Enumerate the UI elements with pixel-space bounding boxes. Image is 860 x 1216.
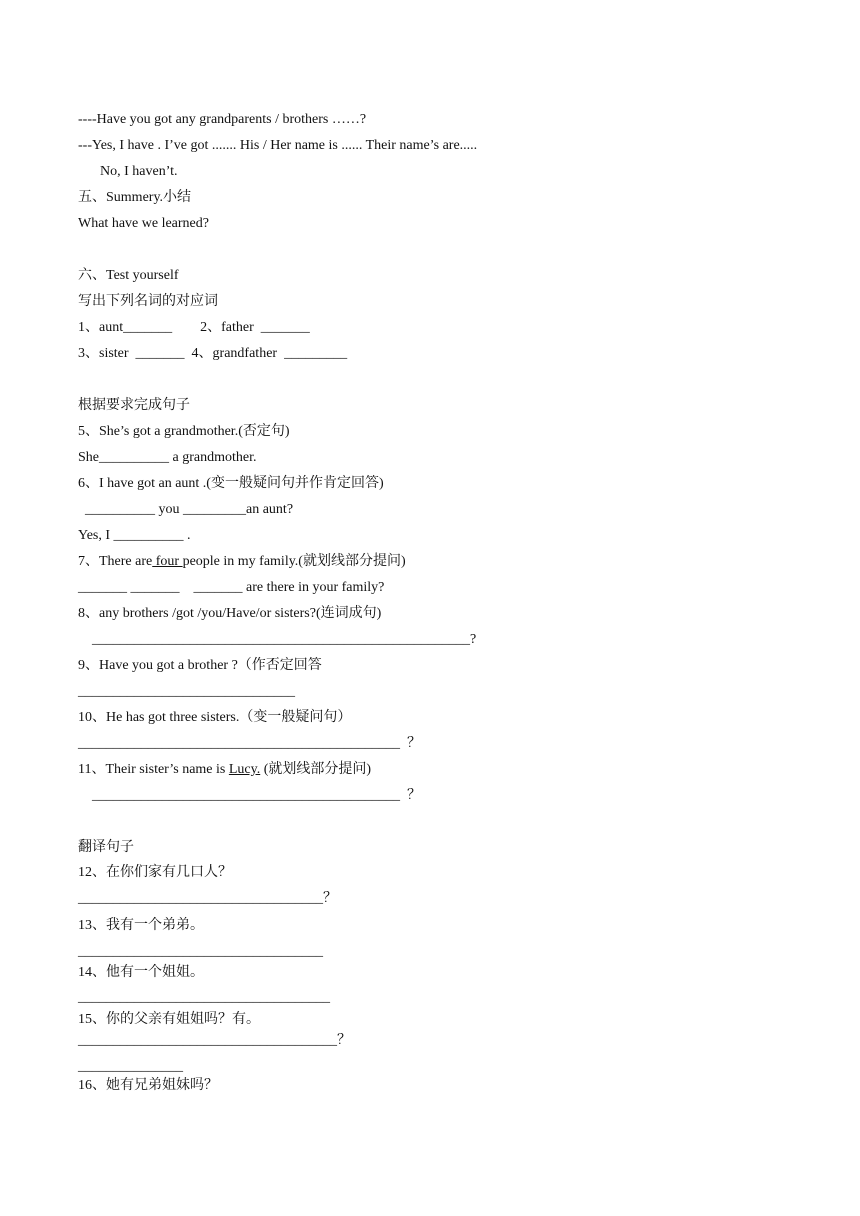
exercise-6-question: __________ you _________an aunt? (78, 502, 294, 517)
exercise-13-prompt: 13、我有一个弟弟。 (78, 918, 204, 933)
exercise-1-2: 1、aunt_______ 2、father _______ (78, 320, 310, 335)
instruction-counterparts: 写出下列名词的对应词 (78, 294, 218, 309)
exercise-15-answer: _____________________________________？ (78, 1033, 351, 1048)
exercise-10-answer: ______________________________________________ ？ (78, 736, 421, 751)
section-test-heading: 六、Test yourself (78, 268, 179, 283)
instruction-translate: 翻译句子 (78, 840, 134, 855)
exercise-5-answer: She__________ a grandmother. (78, 450, 257, 465)
exercise-12-prompt: 12、在你们家有几口人？ (78, 865, 232, 880)
exercise-3-4: 3、sister _______ 4、grandfather _________ (78, 346, 348, 361)
exercise-6-answer: Yes, I __________ . (78, 528, 191, 543)
section-summary-heading: 五、Summery.小结 (78, 190, 192, 205)
exercise-12-answer: ___________________________________？ (78, 891, 337, 906)
exercise-7-answer: _______ _______ _______ are there in your family? (78, 580, 385, 595)
exercise-7-prompt (78, 553, 406, 571)
exercise-8-prompt: 8、any brothers /got /you/Have/or sisters?(连词成句) (78, 606, 382, 621)
exercise-14-prompt: 14、他有一个姐姐。 (78, 965, 204, 980)
exercise-11-prompt (78, 761, 371, 779)
exercise-9-answer: _______________________________ (78, 684, 295, 699)
exercise-11-prompt-end: (就划线部分提问) (260, 762, 372, 777)
exercise-13-answer: ___________________________________ (78, 944, 323, 959)
exercise-16-prompt: 16、她有兄弟姐妹吗？ (78, 1078, 218, 1093)
exercise-9-prompt: 9、Have you got a brother ?（作否定回答 (78, 658, 322, 673)
underlined-lucy: Lucy. (228, 762, 261, 777)
exercise-5-prompt: 5、She’s got a grandmother.(否定句) (78, 424, 290, 439)
exercise-11-answer: ____________________________________________ ？ (78, 788, 421, 803)
underlined-four: four (152, 554, 183, 569)
exercise-8-answer: ______________________________________________________? (78, 632, 477, 647)
exercise-7-prompt-start: 7、There are (78, 554, 153, 569)
summary-question: What have we learned? (78, 216, 209, 231)
exercise-7-prompt-end: people in my family.(就划线部分提问) (182, 554, 406, 569)
exercise-15-answer-2: _______________ (78, 1059, 183, 1074)
exercise-11-prompt-start: 11、Their sister’s name is (78, 762, 229, 777)
exercise-15-prompt: 15、你的父亲有姐姐吗？有。 (78, 1012, 260, 1027)
dialogue-question: ----Have you got any grandparents / brothers ……? (78, 112, 367, 127)
dialogue-answer-no: No, I haven’t. (100, 164, 178, 179)
instruction-complete-sentences: 根据要求完成句子 (78, 398, 190, 413)
exercise-10-prompt: 10、He has got three sisters.（变一般疑问句） (78, 710, 352, 725)
exercise-6-prompt: 6、I have got an aunt .(变一般疑问句并作肯定回答) (78, 476, 384, 491)
exercise-14-answer: ____________________________________ (78, 990, 330, 1005)
dialogue-answer-yes: ---Yes, I have . I’ve got ....... His / Her name is ...... Their name’s are..... (78, 138, 478, 153)
